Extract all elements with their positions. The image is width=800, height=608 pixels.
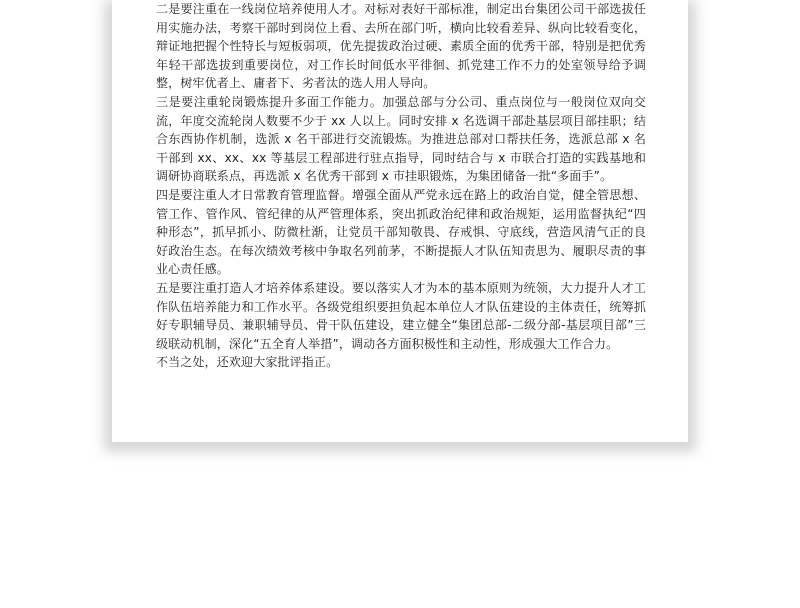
closing-remark: 不当之处，还欢迎大家批评指正。 <box>156 355 339 370</box>
paragraph-5-talent-system: 五是要注重打造人才培养体系建设。要以落实人才为本的基本原则为统领，大力提升人才工作队伍培养能力和工作水平。各级党组织要担负起本单位人才队伍建设的主体责任，统筹抓好专职辅导员、兼职辅导员、骨干队伍建设，建立健全“集团总部-二级分部-基层项目部”三级联动机制，深化“五全育人举措”，调动各方面积极性和主动性，形成强大工作合力。 <box>156 280 646 351</box>
paragraph-4-education-supervision: 四是要注重人才日常教育管理监督。增强全面从严党永远在路上的政治自觉，健全管思想、管工作、管作风、管纪律的从严管理体系，突出抓政治纪律和政治规矩，运用监督执纪“四种形态”，抓早抓小、防微杜渐，让党员干部知敬畏、存戒惧、守底线，营造风清气正的良好政治生态。在每次绩效考核中争取名列前茅，不断提振人才队伍知责思为、履职尽责的事业心责任感。 <box>156 187 646 277</box>
paragraph-3-rotation-training: 三是要注重轮岗锻炼提升多面工作能力。加强总部与分公司、重点岗位与一般岗位双向交流，年度交流轮岗人数要不少于 xx 人以上。同时安排 x 名选调干部赴基层项目部挂职；结合东西协作机制，选派 x 名干部进行交流锻炼。为推进总部对口帮扶任务，选派总部 x 名干部到 xx、xx、xx 等基层工程部进行驻点指导，同时结合与 x 市联合打造的实践基地和调研协商联系点，再选派 x 名优秀干部到 x 市挂职锻炼，为集团储备一批“多面手”。 <box>156 94 646 184</box>
paragraph-2-cultivate-in-frontline: 二是要注重在一线岗位培养使用人才。对标对表好干部标准，制定出台集团公司干部选拔任用实施办法，考察干部时到岗位上看、去所在部门听，横向比较看差异、纵向比较看变化，辩证地把握个性特长与短板弱项，优先提拔政治过硬、素质全面的优秀干部，特别是把优秀年轻干部选拔到重要岗位，对工作长时间低水平徘徊、抓党建工作不力的处室领导给予调整，树牢优者上、庸者下、劣者汰的选人用人导向。 <box>156 2 646 91</box>
document-page <box>112 0 688 442</box>
document-body <box>156 0 646 372</box>
